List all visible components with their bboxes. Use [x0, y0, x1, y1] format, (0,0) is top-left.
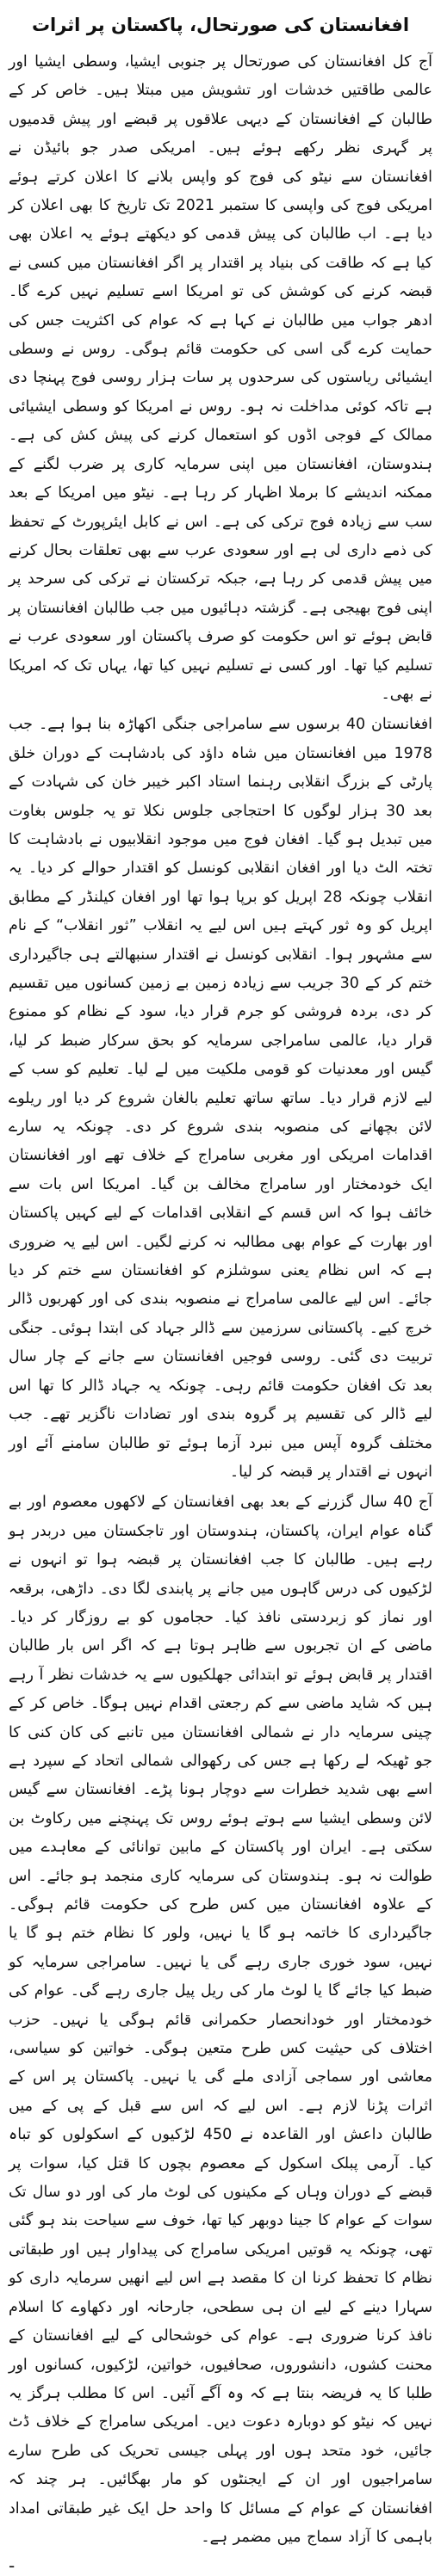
article-headline: افغانستان کی صورتحال، پاکستان پر اثرات [31, 15, 410, 35]
article-paragraph-2: افغانستان 40 برسوں سے سامراجی جنگی اکھاڑہ بنا ہوا ہے۔ جب 1978 میں افغانستان میں شاہ داؤد کی بادشاہت کے دوران خلق پارٹی کے بزرگ انقلابی رہنما استاد اکبر خیبر خان کی شہادت کے بعد 30 ہزار لوگوں کا احتجاجی جلوس نکلا تو یہ جلوس بغاوت میں تبدیل ہو گیا۔ افغان فوج میں موجود انقلابیوں نے بادشاہت کا تختہ الٹ دیا اور افغان انقلابی کونسل کو اقتدار حوالے کر دیا۔ یہ انقلاب چونکہ 28 اپریل کو برپا ہوا تھا اور افغان کیلنڈر کے مطابق اپریل کو وہ ثور کہتے ہیں اس لیے یہ انقلاب ”ثور انقلاب“ کے نام سے مشہور ہوا۔ انقلابی کونسل نے اقتدار سنبھالتے ہی جاگیرداری ختم کر کے 30 جریب سے زیادہ زمین بے زمین کسانوں میں تقسیم کر دی، بردہ فروشی کو جرم قرار دیا، سود کے نظام کو ممنوع قرار دیا، عالمی سامراجی سرمایہ کو بحق سرکار ضبط کر لیا، گیس اور معدنیات کو قومی ملکیت میں لے لیا۔ تعلیم کو سب کے لیے لازم قرار دیا۔ ساتھ ساتھ تعلیم بالغان شروع کر دیا اور ریلوے لائن بچھانے کی منصوبہ بندی شروع کر دی۔ چونکہ یہ سارے اقدامات امریکی اور مغربی سامراج کے خلاف تھے اور افغانستان ایک خودمختار اور سامراج مخالف بن گیا۔ امریکا اس بات سے خائف ہوا کہ اس قسم کے انقلابی اقدامات کے لیے کہیں پاکستان اور بھارت کے عوام بھی مطالبہ نہ کرنے لگیں۔ اس لیے یہ ضروری ہے کہ اس نظام یعنی سوشلزم کو افغانستان سے ختم کر دیا جائے۔ اس لیے عالمی سامراج نے منصوبہ بندی کی اور کھربوں ڈالر خرچ کیے۔ پاکستانی سرزمین سے ڈالر جہاد کی ابتدا ہوئی۔ جنگی تربیت دی گئی۔ روسی فوجیں افغانستان سے جانے کے چار سال بعد تک افغان حکومت قائم رہی۔ چونکہ یہ جہاد ڈالر کا تھا اس لیے ڈالر کی تقسیم پر گروہ بندی اور تضادات ناگزیر تھے۔ جب مختلف گروہ آپس میں نبرد آزما ہوئے تو طالبان سامنے آئے اور انہوں نے اقتدار پر قبضہ کر لیا۔ [9, 716, 433, 1481]
article-body [9, 48, 432, 2552]
end-mark: - [9, 2555, 16, 2576]
article-paragraph-3: آج 40 سال گزرنے کے بعد بھی افغانستان کے لاکھوں معصوم اور بے گناہ عوام ایران، پاکستان، ہندوستان اور تاجکستان میں دربدر ہو رہے ہیں۔ طالبان کا جب افغانستان پر قبضہ ہوا تو انہوں نے لڑکیوں کی درس گاہوں میں جانے پر پابندی لگا دی۔ داڑھی، برقعہ اور نماز کو زبردستی نافذ کیا۔ حجاموں کو بے روزگار کر دیا۔ ماضی کے ان تجربوں سے ظاہر ہوتا ہے کہ اگر اس بار طالبان اقتدار پر قابض ہوئے تو ابتدائی جھلکیوں سے یہ خدشات نظر آ رہے ہیں کہ شاید ماضی سے کم رجعتی اقدام نہیں ہوگا۔ خاص کر کے چینی سرمایہ دار نے شمالی افغانستان میں تانبے کی کان کنی کا جو ٹھیکہ لے رکھا ہے جس کی رکھوالی شمالی اتحاد کے سپرد ہے اسے بھی شدید خطرات سے دوچار ہونا پڑے۔ افغانستان سے گیس لائن وسطی ایشیا سے ہوتے ہوئے روس تک پہنچنے میں رکاوٹ بن سکتی ہے۔ ایران اور پاکستان کے مابین توانائی کے معاہدے میں طوالت نہ ہو۔ ہندوستان کی سرمایہ کاری منجمد ہو جائے۔ اس کے علاوہ افغانستان میں کس طرح کی حکومت قائم ہوگی۔ جاگیرداری کا خاتمہ ہو گا یا نہیں، ولور کا نظام ختم ہو گا یا نہیں، سود خوری جاری رہے گی یا نہیں۔ سامراجی سرمایہ کو ضبط کیا جائے گا یا لوٹ مار کی ریل پیل جاری رہے گی۔ عوام کی خودمختار اور خودانحصار حکمرانی قائم ہوگی یا نہیں۔ حزب اختلاف کی حیثیت کس طرح متعین ہوگی۔ خواتین کو سیاسی، معاشی اور سماجی آزادی ملے گی یا نہیں۔ پاکستان پر اس کے اثرات پڑنا لازم ہے۔ اس لیے کہ اس سے قبل کے پی کے میں طالبان داعش اور القاعدہ نے 450 لڑکیوں کے اسکولوں کو تباہ کیا۔ آرمی پبلک اسکول کے معصوم بچوں کا قتل کیا، سوات پر قبضے کے دوران وہاں کے مکینوں کی لوٹ مار کی اور دو سال تک سوات کے عوام کا جینا دوبھر کیا تھا، خوف سے سیاحت بند ہو گئی تھی، چونکہ یہ قوتیں امریکی سامراج کی پیداوار ہیں اور طبقاتی نظام کا تحفظ کرنا ان کا مقصد ہے اس لیے انھیں سرمایہ داری کو سہارا دینے کے لیے ان ہی سطحی، جارحانہ اور دکھاوے کا اسلام نافذ کرنا ضروری ہے۔ عوام کی خوشحالی کے لیے افغانستان کے محنت کشوں، دانشوروں، صحافیوں، خواتین، لڑکیوں، کسانوں اور طلبا کا یہ فریضہ بنتا ہے کہ وہ آگے آئیں۔ اس کا مطلب ہرگز یہ نہیں کہ نیٹو کو دوبارہ دعوت دیں۔ امریکی سامراج کے خلاف ڈٹ جائیں، خود متحد ہوں اور پہلی جیسی تحریک کی طرح سارے سامراجیوں اور ان کے ایجنٹوں کو مار بھگائیں۔ ہر چند کہ افغانستان کے عوام کے مسائل کا واحد حل ایک غیر طبقاتی امداد باہمی کا آزاد سماج میں مضمر ہے۔ [9, 1494, 432, 2546]
article-paragraph-1: آج کل افغانستان کی صورتحال پر جنوبی ایشیا، وسطی ایشیا اور عالمی طاقتیں خدشات اور تشویش میں مبتلا ہیں۔ خاص کر کے طالبان کے افغانستان کے دیہی علاقوں پر قبضے اور پیش قدمیوں پر گہری نظر رکھے ہوئے ہیں۔ امریکی صدر جو بائیڈن نے افغانستان سے نیٹو کی فوج کو واپس بلانے کا اعلان کرتے ہوئے امریکی فوج کی واپسی کا ستمبر 2021 تک تاریخ کا بھی اعلان کر دیا ہے۔ اب طالبان کی پیش قدمی کو دیکھتے ہوئے یہ اعلان بھی کیا ہے کہ طاقت کی بنیاد پر اقتدار پر اگر افغانستان میں کسی نے قبضہ کرنے کی کوشش کی تو امریکا اسے تسلیم نہیں کرے گا۔ ادھر جواب میں طالبان نے کہا ہے کہ عوام کی اکثریت جس کی حمایت کرے گی اسی کی حکومت قائم ہوگی۔ روس نے وسطی ایشیائی ریاستوں کی سرحدوں پر سات ہزار روسی فوج پہنچا دی ہے تاکہ کوئی مداخلت نہ ہو۔ روس نے امریکا کو وسطی ایشیائی ممالک کے فوجی اڈوں کو استعمال کرنے کی پیش کش کی ہے۔ ہندوستان، افغانستان میں اپنی سرمایہ کاری پر ضرب لگنے کے ممکنہ اندیشے کا برملا اظہار کر رہا ہے۔ نیٹو میں امریکا کے بعد سب سے زیادہ فوج ترکی کی ہے۔ اس نے کابل ایئرپورٹ کے تحفظ کی ذمے داری لی ہے اور سعودی عرب سے بھی تعلقات بحال کرنے میں پیش قدمی کر رہا ہے، جبکہ ترکستان نے ترکی کی سرحد پر اپنی فوج بھیجی ہے۔ گزشتہ دہائیوں میں جب طالبان افغانستان پر قابض ہوئے تو اس حکومت کو صرف پاکستان اور سعودی عرب نے تسلیم کیا تھا۔ اور کسی نے تسلیم نہیں کیا تھا، یہاں تک کہ امریکا نے بھی۔ [9, 53, 432, 703]
